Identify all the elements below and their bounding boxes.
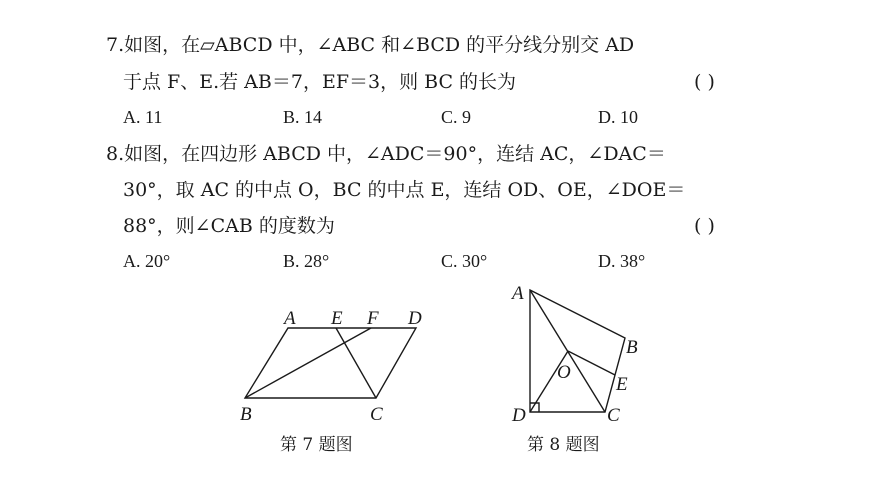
q7-line-1: 7.如图，在▱ABCD 中，∠ABC 和∠BCD 的平分线分别交 AD [106,34,635,56]
q8-answer-bracket: ( ) [694,215,715,237]
q8-option-c: C. 30° [441,251,488,271]
bisector-ce [336,328,376,398]
fig8-label-o: O [557,362,571,383]
q8-line-2: 30°，取 AC 的中点 O，BC 的中点 E，连结 OD、OE，∠DOE＝ [123,179,686,201]
fig7-label-a: A [284,308,296,329]
q8-line-3: 88°，则∠CAB 的度数为 [123,215,335,237]
figure-8 [530,290,625,412]
q7-answer-bracket: ( ) [694,71,715,93]
q7-option-b: B. 14 [283,107,323,127]
fig7-label-d: D [408,308,422,329]
figure-7 [245,328,416,398]
fig8-label-c: C [607,405,620,426]
fig7-label-c: C [370,404,383,425]
parallelogram-abcd [245,328,416,398]
fig8-label-d: D [512,405,526,426]
q8-line-1: 8.如图，在四边形 ABCD 中，∠ADC＝90°，连结 AC，∠DAC＝ [106,143,666,165]
fig7-caption: 第 7 题图 [280,435,353,455]
q8-option-b: B. 28° [283,251,330,271]
q8-option-d: D. 38° [598,251,646,271]
fig8-label-b: B [626,337,638,358]
fig8-label-a: A [512,283,524,304]
fig7-label-b: B [240,404,252,425]
fig8-label-e: E [616,374,628,395]
bisector-bf [245,328,371,398]
fig8-caption: 第 8 题图 [527,435,600,455]
q7-option-a: A. 11 [123,107,163,127]
q7-option-c: C. 9 [441,107,472,127]
q8-option-a: A. 20° [123,251,171,271]
q7-option-d: D. 10 [598,107,638,127]
quadrilateral-abcd [530,290,625,412]
fig7-label-e: E [331,308,343,329]
fig7-label-f: F [367,308,379,329]
q7-line-2: 于点 F、E.若 AB＝7，EF＝3，则 BC 的长为 [123,71,517,93]
